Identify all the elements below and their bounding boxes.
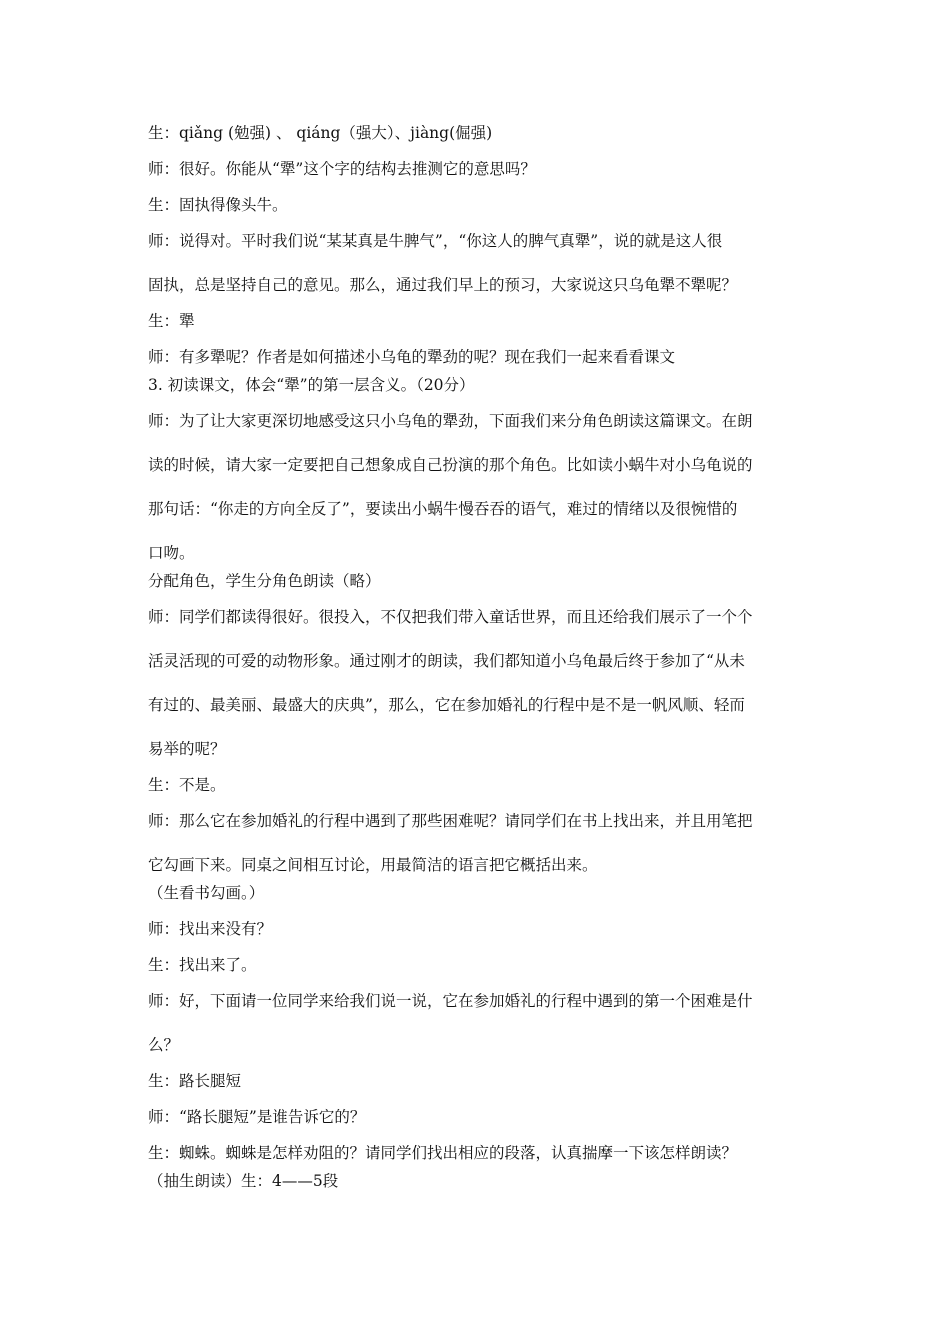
text-line: 师：说得对。平时我们说“某某真是牛脾气”，“你这人的脾气真犟”，说的就是这人很 bbox=[148, 232, 723, 250]
text-line: 生：固执得像头牛。 bbox=[148, 196, 288, 214]
text-line: 师：同学们都读得很好。很投入，不仅把我们带入童话世界，而且还给我们展示了一个个 bbox=[148, 608, 753, 626]
text-line: 它勾画下来。同桌之间相互讨论，用最简洁的语言把它概括出来。 bbox=[148, 856, 598, 874]
text-line: 师：好，下面请一位同学来给我们说一说，它在参加婚礼的行程中遇到的第一个困难是什 bbox=[148, 992, 753, 1010]
text-line: 生：路长腿短 bbox=[148, 1072, 242, 1090]
text-line: （生看书勾画。） bbox=[148, 884, 265, 902]
text-line: 活灵活现的可爱的动物形象。通过刚才的朗读，我们都知道小乌龟最后终于参加了“从未 bbox=[148, 652, 745, 670]
document-body bbox=[148, 123, 808, 1191]
text-line: 有过的、最美丽、最盛大的庆典”，那么，它在参加婚礼的行程中是不是一帆风顺、轻而 bbox=[148, 696, 745, 714]
text-line: 那句话：“你走的方向全反了”，要读出小蜗牛慢吞吞的语气，难过的情绪以及很惋惜的 bbox=[148, 500, 738, 518]
text-line: 分配角色，学生分角色朗读（略） bbox=[148, 572, 381, 590]
text-line: 师：有多犟呢？作者是如何描述小乌龟的犟劲的呢？现在我们一起来看看课文 bbox=[148, 348, 676, 366]
text-line: 么？ bbox=[148, 1036, 180, 1054]
text-line: 生：qiǎng (勉强) 、 qiáng（强大）、jiàng(倔强) bbox=[148, 124, 493, 142]
text-line: 师：很好。你能从“犟”这个字的结构去推测它的意思吗？ bbox=[148, 160, 536, 178]
text-line: 读的时候，请大家一定要把自己想象成自己扮演的那个角色。比如读小蜗牛对小乌龟说的 bbox=[148, 456, 753, 474]
text-line: 师：“路长腿短”是谁告诉它的？ bbox=[148, 1108, 366, 1126]
text-line: 口吻。 bbox=[148, 544, 195, 562]
text-line: 生：不是。 bbox=[148, 776, 226, 794]
text-line: （抽生朗读）生：4——5段 bbox=[148, 1172, 339, 1190]
text-line: 易举的呢？ bbox=[148, 740, 226, 758]
text-line: 生：找出来了。 bbox=[148, 956, 257, 974]
text-line: 生：犟 bbox=[148, 312, 195, 330]
text-line: 生：蜘蛛。蜘蛛是怎样劝阻的？请同学们找出相应的段落，认真揣摩一下该怎样朗读？ bbox=[148, 1144, 738, 1162]
text-line: 师：为了让大家更深切地感受这只小乌龟的犟劲，下面我们来分角色朗读这篇课文。在朗 bbox=[148, 412, 753, 430]
text-line: 师：找出来没有？ bbox=[148, 920, 273, 938]
section-heading: 3. 初读课文，体会“犟”的第一层含义。（20分） bbox=[148, 376, 475, 394]
text-line: 师：那么它在参加婚礼的行程中遇到了那些困难呢？请同学们在书上找出来，并且用笔把 bbox=[148, 812, 753, 830]
text-line: 固执，总是坚持自己的意见。那么，通过我们早上的预习，大家说这只乌龟犟不犟呢？ bbox=[148, 276, 738, 294]
